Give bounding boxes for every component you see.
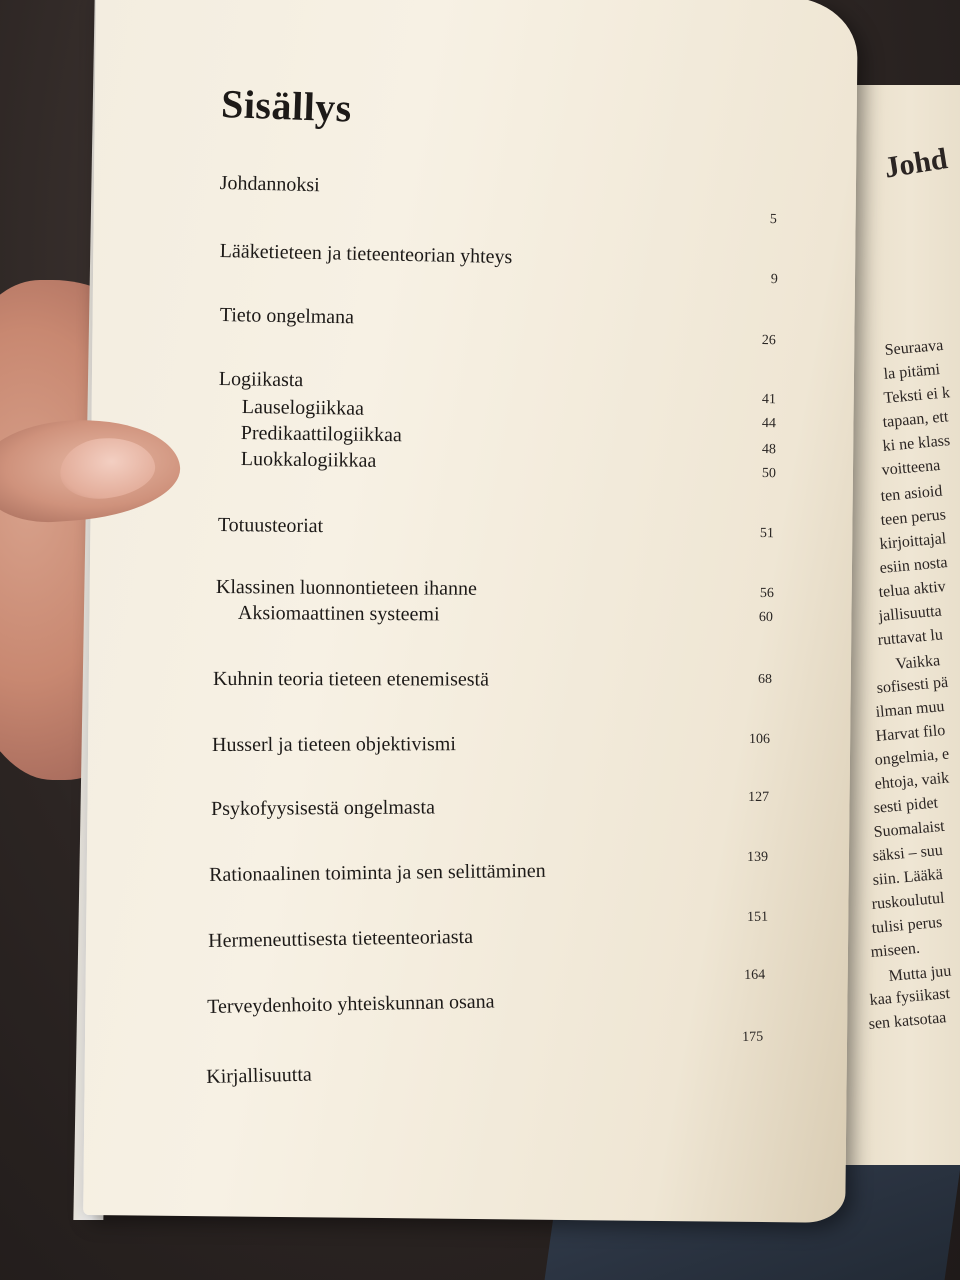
toc-entry-tieto: Tieto ongelmana (219, 304, 355, 329)
toc-page-hermeneuttisesta: 151 (747, 909, 769, 925)
toc-entry-logiikasta: Logiikasta (218, 368, 304, 392)
right-line: esiin nosta (879, 554, 949, 577)
right-line: siin. Lääkä (872, 865, 944, 889)
toc-entry-husserl: Husserl ja tieteen objektivismi (212, 733, 456, 756)
toc-entry-lauselogiikkaa: Lauselogiikkaa (241, 396, 365, 420)
toc-entry-laaketieteen: Lääketieteen ja tieteenteorian yhteys (219, 240, 513, 269)
toc-entry-kuhnin: Kuhnin teoria tieteen etenemisestä (212, 668, 490, 691)
toc-page-tieto: 26 (761, 333, 776, 349)
right-line: Suomalaist (873, 817, 946, 841)
toc-entry-rationaalinen: Rationaalinen toiminta ja sen selittäminen (209, 859, 546, 886)
right-line: Mutta juu (888, 962, 952, 985)
right-line: ten asioid (880, 482, 944, 505)
right-line: Seuraava (884, 336, 944, 359)
toc-page-johdannoksi: 5 (769, 212, 777, 228)
right-line: kaa fysiikast (869, 984, 951, 1009)
toc-entry-luokkalogiikkaa: Luokkalogiikkaa (240, 448, 377, 472)
toc-page-husserl: 106 (749, 731, 771, 747)
toc-heading: Sisällys (220, 80, 353, 131)
right-line: la pitämi (883, 361, 941, 383)
toc-page-rationaalinen: 139 (747, 849, 769, 865)
right-line: ongelmia, e (874, 745, 950, 769)
right-line: tapaan, ett (882, 408, 949, 431)
right-line: sesti pidet (873, 794, 939, 817)
right-line: teen perus (880, 506, 947, 529)
toc-page-kirjallisuutta: 175 (742, 1029, 764, 1045)
toc-page-klassinen: 56 (759, 586, 774, 602)
toc-page-predikaattilogiikkaa: 48 (761, 442, 776, 458)
right-line: kirjoittajal (879, 530, 947, 553)
right-line: ruttavat lu (877, 626, 944, 649)
toc-entry-hermeneuttisesta: Hermeneuttisesta tieteenteoriasta (208, 925, 474, 952)
toc-entry-kirjallisuutta: Kirjallisuutta (206, 1063, 313, 1088)
right-line: miseen. (870, 939, 921, 961)
right-line: ehtoja, vaik (874, 769, 950, 793)
right-line: ruskoulutul (871, 889, 946, 913)
right-page-heading: Johd (882, 142, 950, 185)
toc-page-aksiomaattinen: 60 (758, 610, 773, 626)
toc-page-totuusteoriat: 51 (759, 526, 774, 542)
toc-entry-klassinen: Klassinen luonnontieteen ihanne (215, 576, 478, 600)
toc-entry-predikaattilogiikkaa: Predikaattilogiikkaa (240, 422, 403, 447)
right-line: tulisi perus (871, 913, 943, 937)
toc-page-luokkalogiikkaa: 50 (761, 466, 776, 482)
right-line: telua aktiv (878, 578, 947, 601)
right-line: Harvat filo (875, 721, 946, 745)
right-line: sofisesti pä (876, 673, 949, 697)
right-line: säksi – suu (872, 841, 944, 865)
toc-page-kuhnin: 68 (758, 672, 772, 687)
right-line: Vaikka (895, 652, 941, 673)
toc-entry-terveydenhoito: Terveydenhoito yhteiskunnan osana (207, 990, 495, 1018)
toc-page-logiikasta: 41 (761, 392, 776, 408)
right-line: sen katsotaa (868, 1009, 947, 1033)
toc-page-lauselogiikkaa: 44 (761, 416, 776, 432)
toc-entry-johdannoksi: Johdannoksi (219, 172, 320, 197)
right-line: Teksti ei k (883, 384, 951, 407)
right-line: voitteena (881, 456, 941, 479)
toc-entry-psykofyysisesta: Psykofyysisestä ongelmasta (211, 796, 436, 820)
toc-entry-aksiomaattinen: Aksiomaattinen systeemi (237, 602, 440, 626)
right-line: jallisuutta (878, 602, 943, 625)
toc-page-laaketieteen: 9 (770, 272, 778, 288)
toc-entry-totuusteoriat: Totuusteoriat (217, 514, 324, 538)
toc-page-terveydenhoito: 164 (744, 967, 766, 983)
toc-page-psykofyysisesta: 127 (748, 789, 770, 805)
right-line: ilman muu (875, 697, 946, 721)
right-line: ki ne klass (882, 432, 951, 455)
